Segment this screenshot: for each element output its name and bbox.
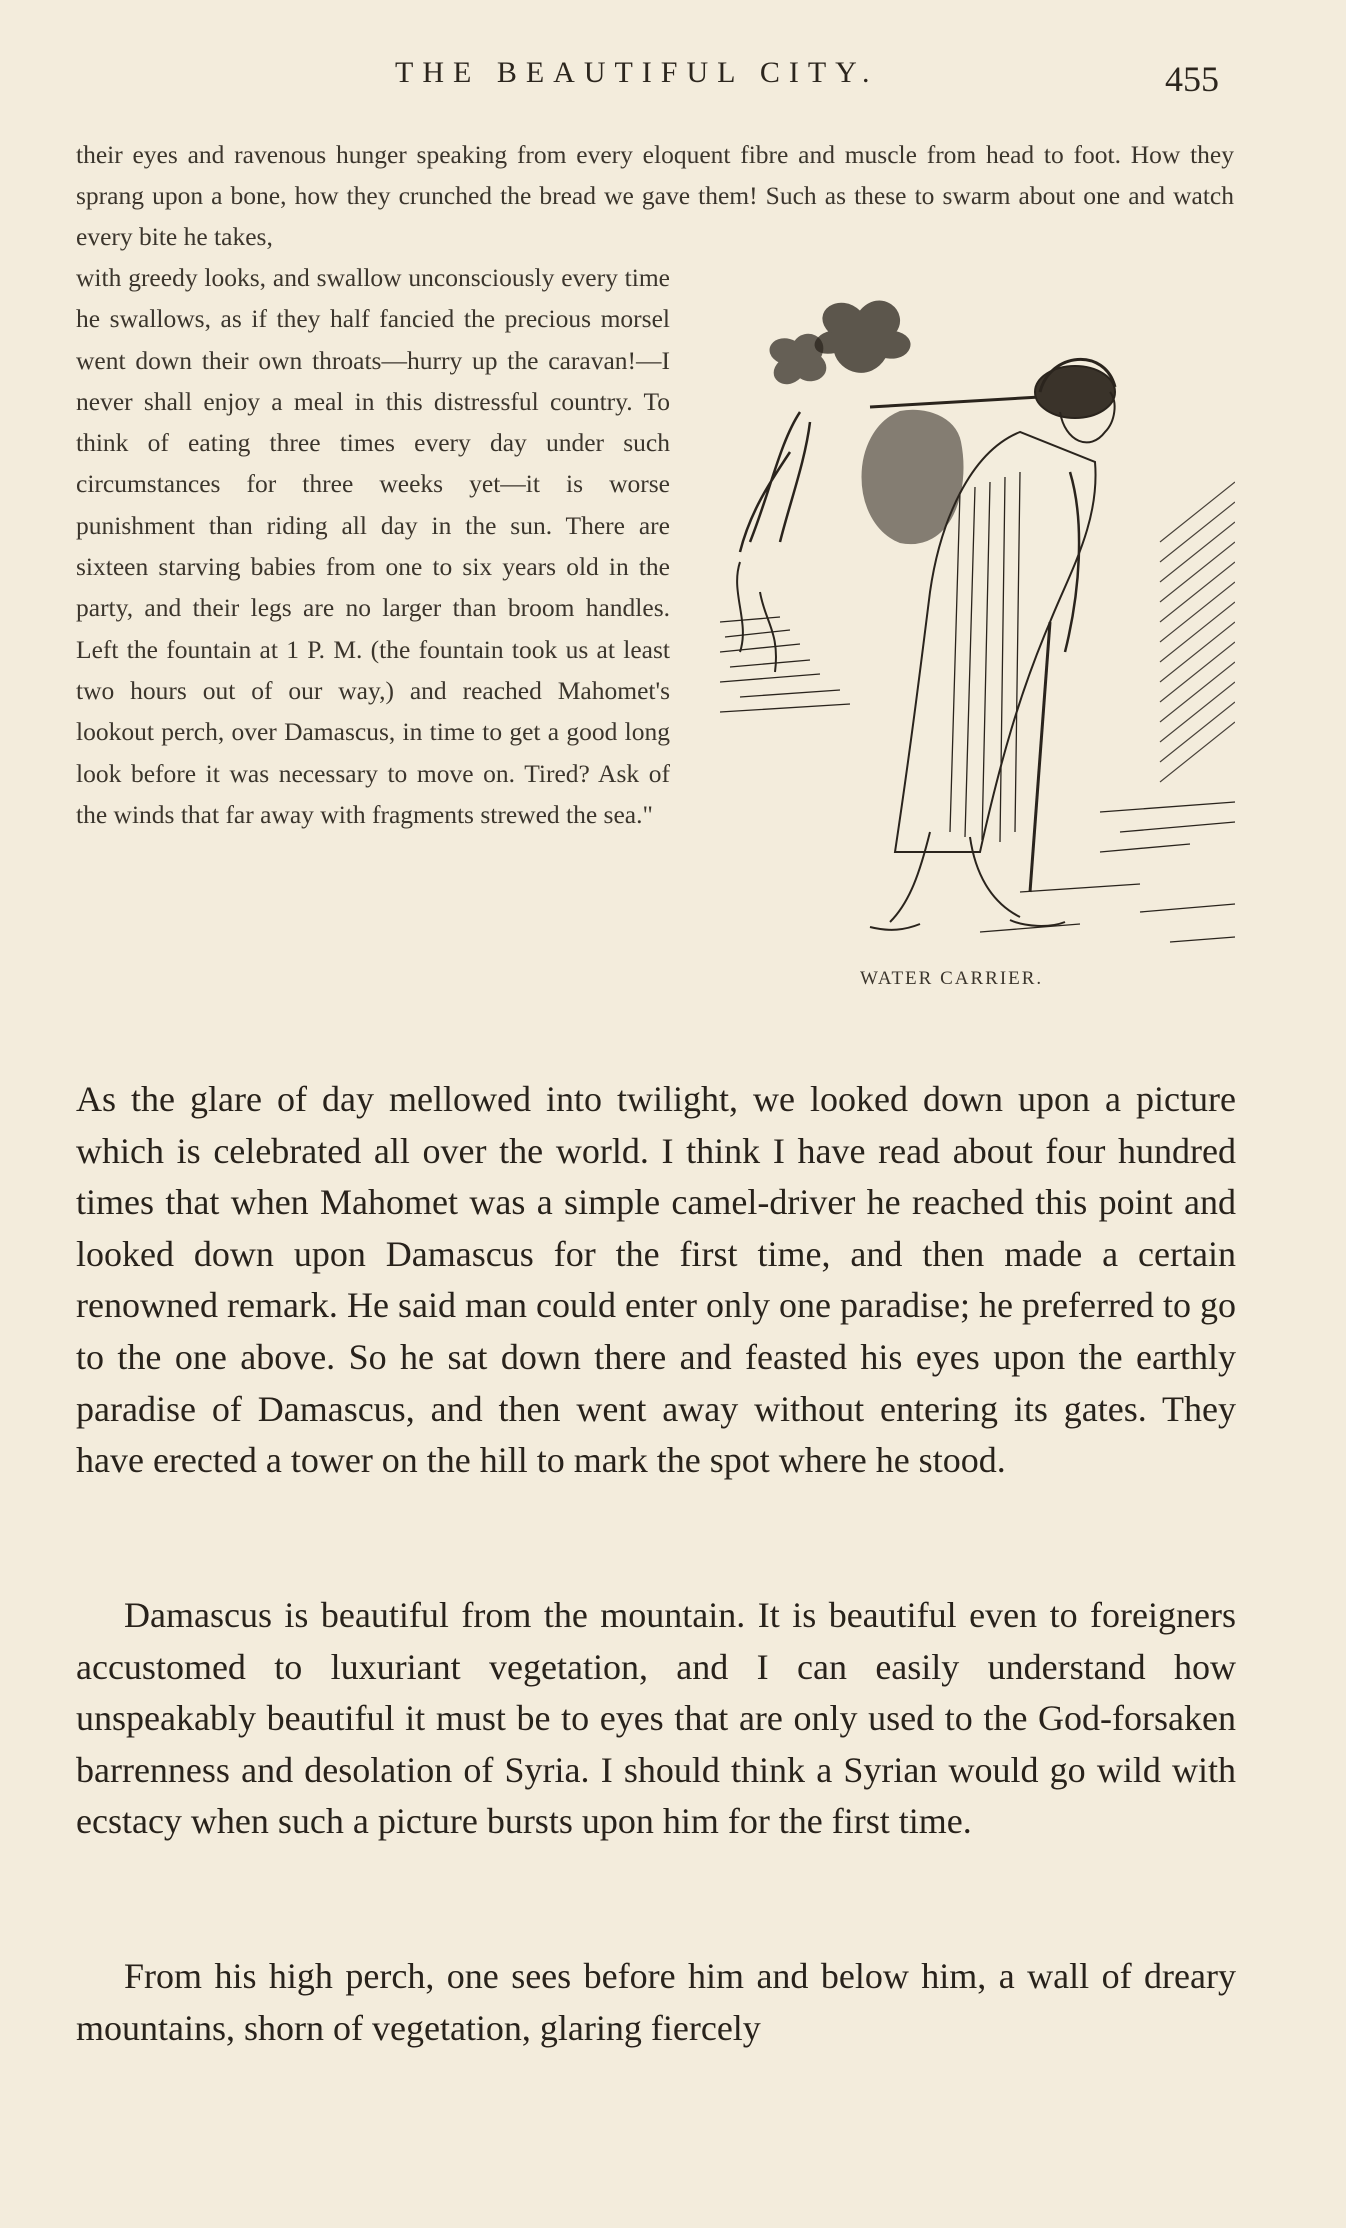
figure-caption: WATER CARRIER. xyxy=(860,968,1044,989)
page-header xyxy=(0,56,1346,106)
body-paragraph-2: Damascus is beautiful from the mountain. It is beautiful even to foreigners accustomed to luxuriant vegetation, and I can easily understand how unspeakably beautiful it must be to eyes that are only used to the God-forsaken barrenness and desolation of Syria. I should think a Syrian would go wild with ecstacy when such a picture bursts upon him for the first time. xyxy=(76,1595,1236,1842)
running-title: THE BEAUTIFUL CITY. xyxy=(395,56,879,89)
water-carrier-illustration xyxy=(720,292,1235,968)
body-paragraph-1: As the glare of day mellowed into twilight, we looked down upon a picture which is celebrated all over the world. I think I have read about four hundred times that when Mahomet was a simple camel-driver he reached this point and looked down upon Damascus for the first time, and then made a certain renowned remark. He said man could enter only one paradise; he preferred to go to the one above. So he sat down there and feasted his eyes upon the earthly paradise of Damascus, and then went away without entering its gates. They have erected a tower on the hill to mark the spot where he stood. xyxy=(76,1079,1236,1481)
body-paragraph-3: From his high perch, one sees before him and below him, a wall of dreary mountains, shorn of vegetation, glaring fiercely xyxy=(76,1956,1236,2048)
engraving xyxy=(720,302,1235,942)
side-paragraph: with greedy looks, and swallow unconsciously every time he swallows, as if they half fancied the precious morsel went down their own throats—hurry up the caravan!—I never shall enjoy a meal in this distressful country. To think of eating three times every day under such circumstances for three weeks yet—it is worse punishment than riding all day in the sun. There are sixteen starving babies from one to six years old in the party, and their legs are no larger than broom handles. Left the fountain at 1 P. M. (the fountain took us at least two hours out of our way,) and reached Mahomet's lookout perch, over Damascus, in time to get a good long look before it was necessary to move on. Tired? Ask of the winds that far away with fragments strewed the sea." xyxy=(76,263,670,829)
page-number: 455 xyxy=(1165,59,1219,99)
top-paragraph: their eyes and ravenous hunger speaking from every eloquent fibre and muscle from head to foot. How they sprang upon a bone, how they crunched the bread we gave them! Such as these to swarm about one and watch every bite he takes, xyxy=(76,140,1234,251)
